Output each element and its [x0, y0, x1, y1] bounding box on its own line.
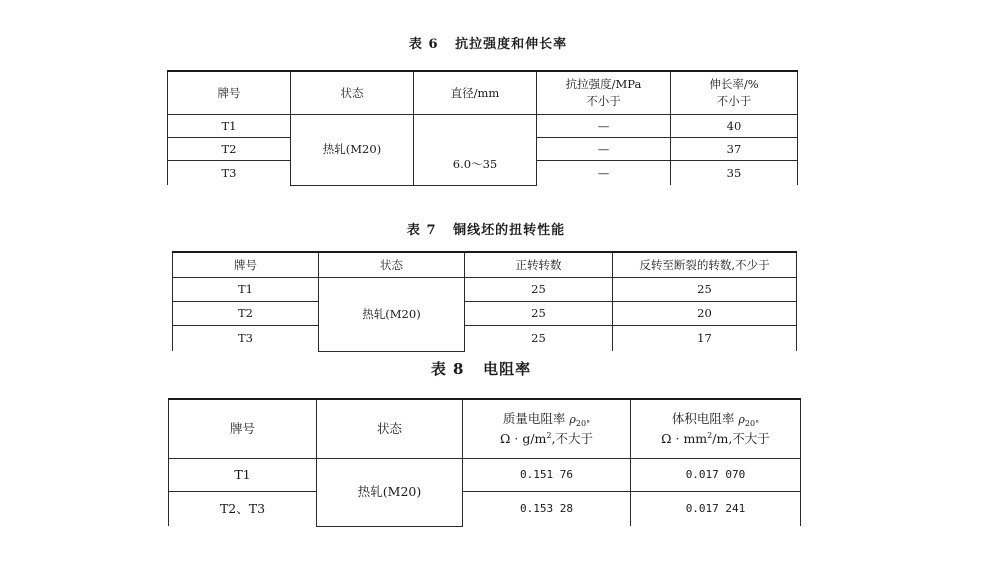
table6-tensile-elongation — [167, 70, 798, 186]
table6-title: 表 6 抗拉强度和伸长率 — [408, 37, 568, 52]
cell-tensile: — — [537, 161, 671, 186]
header-tensile — [537, 71, 671, 115]
header-mass-line1 — [463, 410, 630, 430]
cell-volume-resistivity: 0.017 070 — [631, 459, 801, 492]
cell-grade: T1 — [168, 115, 291, 138]
table8-resistivity — [168, 398, 801, 527]
table7-torsion — [172, 251, 797, 352]
header-volume-line1 — [631, 410, 800, 430]
cell-grade: T1 — [169, 459, 317, 492]
cell-reverse: 25 — [613, 278, 797, 302]
cell-elongation: 40 — [671, 115, 798, 138]
cell-forward: 25 — [465, 326, 613, 352]
header-volume-unit: $\Omega \cdot mm^2/m$,不大于 — [661, 430, 770, 446]
header-state: 状态 — [319, 252, 465, 278]
rho-symbol: $\rho_{20^\circ}$ — [738, 413, 760, 429]
header-grade: 牌号 — [169, 399, 317, 459]
header-volume-resistivity — [631, 399, 801, 459]
table-header-row — [169, 399, 801, 459]
header-grade: 牌号 — [173, 252, 319, 278]
table-header-row — [173, 252, 797, 278]
header-tensile-line2: 不小于 — [586, 94, 621, 108]
cell-grade: T2 — [173, 302, 319, 326]
rho-symbol: $\rho_{20^\circ}$ — [569, 413, 591, 429]
cell-elongation: 35 — [671, 161, 798, 186]
header-volume-label: 体积电阻率 — [671, 411, 735, 427]
cell-volume-resistivity: 0.017 241 — [631, 492, 801, 527]
header-elongation-line1: 伸长率/% — [709, 77, 759, 92]
cell-reverse: 20 — [613, 302, 797, 326]
header-mass-unit: $\Omega \cdot g/m^2$,不大于 — [500, 430, 593, 446]
header-tensile-line1: 抗拉强度/MPa — [565, 77, 642, 92]
table-header-row — [168, 71, 798, 115]
cell-reverse: 17 — [613, 326, 797, 352]
cell-grade: T1 — [173, 278, 319, 302]
cell-state: 热轧(M20) — [319, 278, 465, 352]
header-state: 状态 — [317, 399, 463, 459]
header-state: 状态 — [291, 71, 414, 115]
table7-title: 表 7 铜线坯的扭转性能 — [406, 223, 566, 238]
cell-forward: 25 — [465, 278, 613, 302]
header-mass-label: 质量电阻率 — [502, 411, 566, 427]
header-forward-turns: 正转转数 — [465, 252, 613, 278]
table-row — [169, 459, 801, 492]
table-row — [169, 492, 801, 527]
cell-tensile: — — [537, 138, 671, 161]
header-diameter: 直径/mm — [414, 71, 537, 115]
table-row — [173, 302, 797, 326]
cell-grade: T3 — [168, 161, 291, 186]
cell-mass-resistivity: 0.153 28 — [463, 492, 631, 527]
cell-tensile: — — [537, 115, 671, 138]
header-elongation-line2: 不小于 — [716, 94, 752, 108]
cell-grade: T2 — [168, 138, 291, 161]
cell-mass-resistivity: 0.151 76 — [463, 459, 631, 492]
cell-diameter: 6.0～35 — [414, 115, 537, 186]
table8-title: 表 8 电阻率 — [430, 360, 532, 378]
cell-state: 热轧(M20) — [317, 459, 463, 527]
cell-state: 热轧(M20) — [291, 115, 414, 186]
cell-elongation: 37 — [671, 138, 798, 161]
cell-forward: 25 — [465, 302, 613, 326]
cell-grade: T2、T3 — [169, 492, 317, 527]
table-row — [173, 326, 797, 352]
table-row — [173, 278, 797, 302]
table-row — [168, 115, 798, 138]
header-reverse-turns: 反转至断裂的转数,不少于 — [613, 252, 797, 278]
header-elongation — [671, 71, 798, 115]
header-mass-resistivity — [463, 399, 631, 459]
cell-grade: T3 — [173, 326, 319, 352]
header-grade: 牌号 — [168, 71, 291, 115]
